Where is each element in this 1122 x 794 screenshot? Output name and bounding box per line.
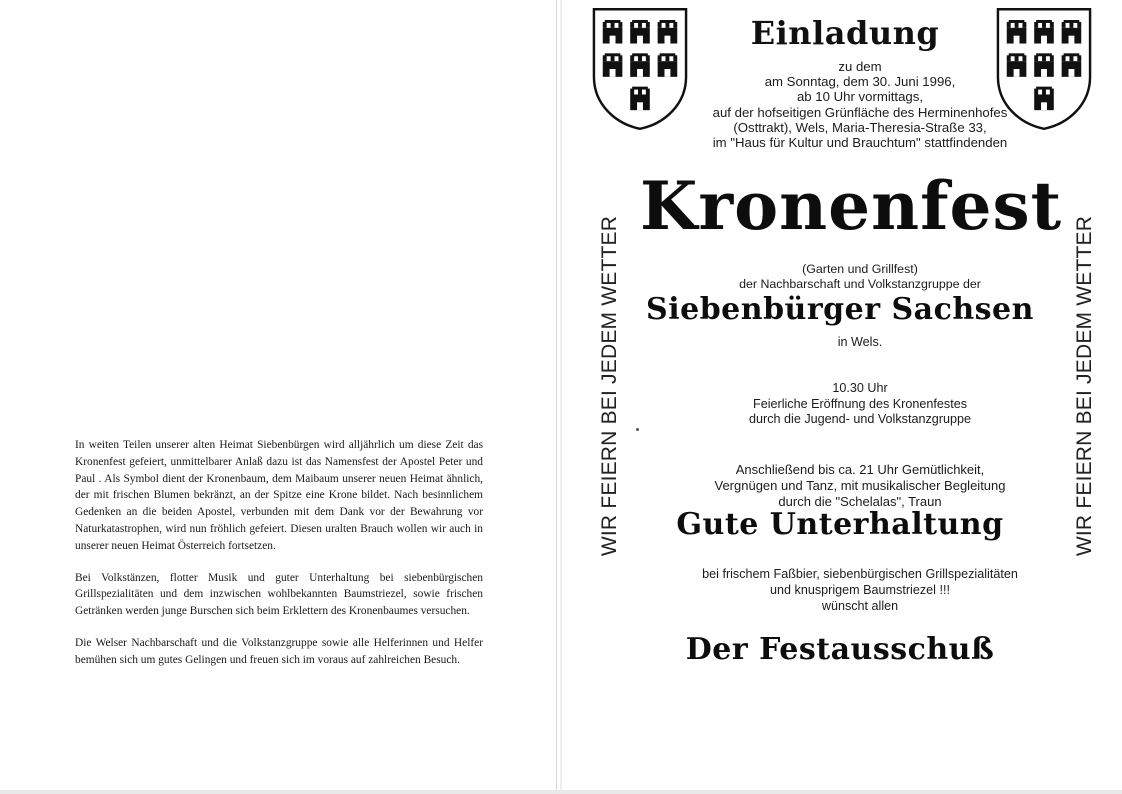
program-details — [660, 381, 1060, 428]
food-line: und knusprigem Baumstriezel !!! — [770, 582, 950, 597]
side-slogan-left: WIR FEIERN BEI JEDEM WETTER — [598, 215, 621, 557]
paragraph-activities: Bei Volkstänzen, flotter Musik und guter Unterhaltung bei siebenbürgischen Grillspezialitäten und dem inzwischen wohlbekannten Baumstriezel, sowie frischen Getränken werden junge Burschen sich beim Erklettern des Kronenbaumes versuchen. — [75, 571, 483, 618]
invite-line: auf der hofseitigen Grünfläche des Herminenhofes — [712, 104, 1008, 120]
paragraph-intro: In weiten Teilen unserer alten Heimat Siebenbürgen wird alljährlich um diese Zeit das Kronenfest gefeiert, unmittelbarer Anlaß dazu ist das Namensfest der Apostel Peter und Paul . Als Symbol dient der Kronenbaum, dem Maibaum unserer neuen Heimat ähnlich, der mit frischen Blumen bekränzt, an der Spitze eine Krone bildet. Nach besinnlichem Gedenken an die beiden Apostel, verbunden mit dem Dank vor der Bewahrung vor Naturkatastrophen, wird nun fröhlich gefeiert. Diesen uralten Brauch wollen wir auch in unserer neuen Heimat Österreich fortsetzen. — [75, 439, 483, 552]
food-details — [660, 567, 1060, 614]
evening-line: durch die "Schelalas", Traun — [778, 494, 942, 509]
subtitle-line: der Nachbarschaft und Volkstanzgruppe der — [739, 277, 981, 291]
event-subtitle — [660, 262, 1060, 292]
signature-heading: Der Festausschuß — [685, 632, 995, 667]
entertainment-heading: Gute Unterhaltung — [676, 507, 1004, 542]
food-line: bei frischem Faßbier, siebenbürgischen Grillspezialitäten — [702, 567, 1018, 581]
invite-line: (Osttrakt), Wels, Maria-Theresia-Straße 33, — [733, 119, 987, 135]
invite-line: zu dem — [838, 59, 882, 74]
invite-line: im "Haus für Kultur und Brauchtum" stattfindenden — [712, 135, 1008, 151]
evening-details — [660, 462, 1060, 510]
evening-line: Anschließend bis ca. 21 Uhr Gemütlichkeit, — [735, 462, 985, 477]
location-text: in Wels. — [837, 335, 883, 349]
event-name-heading: Kronenfest — [640, 167, 1063, 245]
evening-line: Vergnügen und Tanz, mit musikalischer Begleitung — [714, 478, 1006, 493]
program-line: durch die Jugend- und Volkstanzgruppe — [749, 412, 971, 427]
page-fold-shadow — [560, 0, 562, 794]
invite-line: ab 10 Uhr vormittags, — [796, 89, 924, 105]
group-name-heading: Siebenbürger Sachsen — [646, 292, 1034, 327]
program-line: 10.30 Uhr — [832, 381, 888, 395]
subtitle-line: (Garten und Grillfest) — [802, 262, 918, 276]
stray-mark — [636, 428, 639, 431]
left-page-text — [75, 437, 483, 684]
paragraph-welcome: Die Welser Nachbarschaft und die Volkstanzgruppe sowie alle Helferinnen und Helfer bemühen sich um gutes Gelingen und freuen sich im voraus auf zahlreichen Besuch. — [75, 636, 483, 666]
program-line: Feierliche Eröffnung des Kronenfestes — [753, 396, 967, 411]
food-line: wünscht allen — [821, 598, 899, 613]
invite-line: am Sonntag, dem 30. Juni 1996, — [764, 74, 956, 90]
invitation-title: Einladung — [750, 14, 940, 52]
invite-details — [660, 59, 1060, 150]
page-fold — [556, 0, 557, 794]
side-slogan-right: WIR FEIERN BEI JEDEM WETTER — [1073, 215, 1096, 557]
paper-edge — [0, 790, 1122, 794]
